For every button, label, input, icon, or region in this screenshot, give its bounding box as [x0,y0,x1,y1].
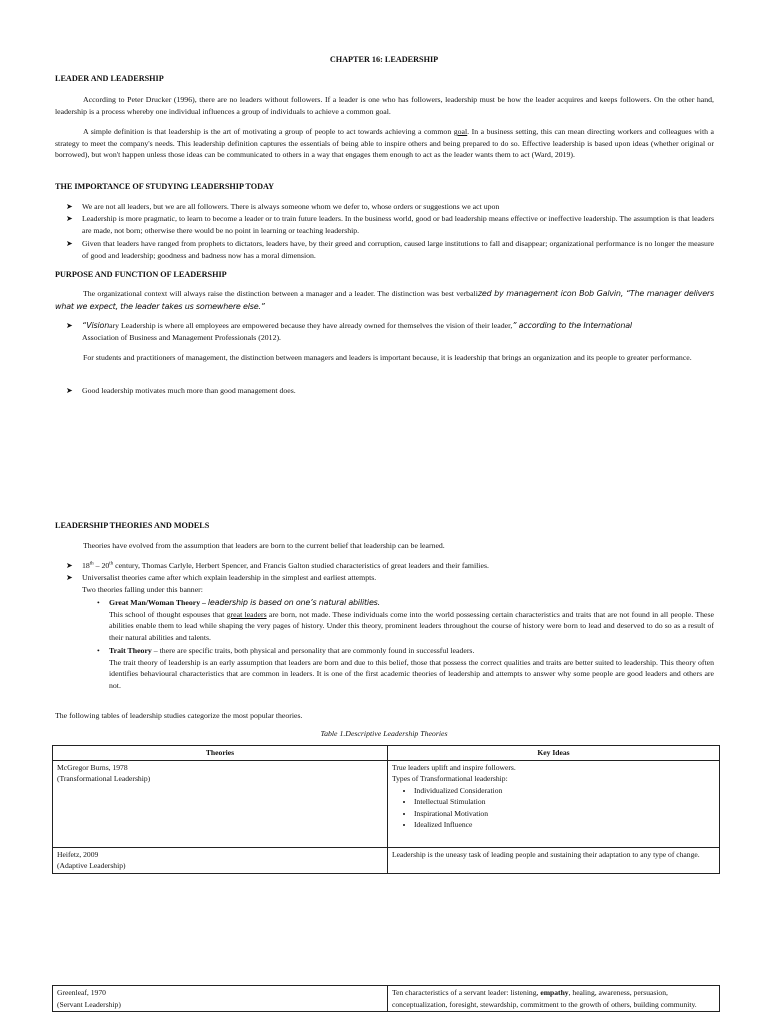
theories-table [52,745,720,874]
arrow-bullet-icon: ➤ [66,202,73,211]
table-row [53,847,720,873]
list-item: ➤ 18th – 20th century, Thomas Carlyle, Herbert Spencer, and Francis Galton studied characteristics of great leaders and their families. [66,561,489,570]
table-row [53,986,720,1012]
transformational-types-list: • Individualized Consideration • Intellectual Stimulation • Inspirational Motivation • Idealized Influence [392,785,715,831]
table-caption: Table 1.Descriptive Leadership Theories [320,729,448,738]
paragraph-managers-leaders: For students and practitioners of management, the distinction between managers and leaders is important because, it is leadership that brings an organization and its people to greater performance. [83,353,692,362]
arrow-bullet-icon: ➤ [66,214,73,223]
bullet-dot-icon: • [97,646,100,655]
table-header-row [53,746,720,761]
key-idea-cell: Ten characteristics of a servant leader: listening, empathy, healing, awareness, persuasion, conceptualization, foresight, stewardship, commitment to the growth of others, building community. [388,986,720,1012]
bullet-dot-icon: • [97,598,100,607]
section-heading-purpose: PURPOSE AND FUNCTION OF LEADERSHIP [55,270,227,279]
arrow-bullet-icon: ➤ [66,239,73,248]
goal-link[interactable]: goal [453,127,468,136]
paragraph-manager-leader: The organizational context will always raise the distinction between a manager and a leader. The distinction was best verbalized by management icon Bob Galvin, “The manager delivers what we expect, the leader takes us somewhere else.” [55,289,714,311]
section-heading-theories: LEADERSHIP THEORIES AND MODELS [55,521,210,530]
sub-text: Two theories falling under this banner: [82,584,203,594]
list-item: ➤ Leadership is more pragmatic, to learn to become a leader or to train future leaders. In the business world, good or bad leadership means effective or ineffective leadership. The assumption is that leaders are made, not born; otherwise there would be no point in learning or teaching leadership. [66,214,714,235]
arrow-bullet-icon: ➤ [66,573,73,582]
list-item: ➤ Universalist theories came after which explain leadership in the simplest and earliest attempts. Two theories falling under this banner: [66,572,714,595]
list-item: • Great Man/Woman Theory – leadership is based on one’s natural abilities. This school of thought espouses that great leaders are born, not made. These individuals come into the world possessing certain characteristics and traits that are not found in all people. These abilities enable them to lead while shaping the very pages of history. Under this theory, prominent leaders throughout the course of history were born to lead and deserved to do so as a result of their natural abilities and talents. [97,598,714,642]
key-idea-cell: Leadership is the uneasy task of leading people and sustaining their adaptation to any type of change. [388,847,720,873]
column-header-key-ideas: Key Ideas [388,746,720,761]
arrow-bullet-icon: ➤ [66,386,73,395]
tables-intro: The following tables of leadership studies categorize the most popular theories. [55,711,303,720]
arrow-bullet-icon: ➤ [66,321,73,330]
theory-cell: Greenleaf, 1970 (Servant Leadership) [53,986,388,1012]
section-heading-leader: LEADER AND LEADERSHIP [55,74,164,83]
key-idea-cell: True leaders uplift and inspire followers. Types of Transformational leadership: • Individualized Consideration • Intellectual Stimulation • Inspirational Motivation • Idealized Influence [388,760,720,847]
paragraph-drucker: According to Peter Drucker (1996), there are no leaders without followers. If a leader is one who has followers, leadership must be how the leader acquires and keeps followers. On the other hand, leadership is a process whereby one individual influences a group of individuals to achieve a common goal. [55,95,714,116]
list-item: ➤ Given that leaders have ranged from prophets to dictators, leaders have, by their greed and corruption, caused large institutions to fall and disappear; organizational performance is no longer the measure of good and leadership; goodness and badness now has a moral dimension. [66,239,714,260]
list-item: • Trait Theory – there are specific traits, both physical and personality that are commonly found in successful leaders. The trait theory of leadership is an early assumption that leaders are born and due to this belief, those that possess the correct qualities and traits are better suited to leadership. This theory often identifies behavioural characteristics that are common in leaders. It is one of the first academic theories of leadership and attempts to answer why some people are good leaders and others are not. [97,646,714,690]
paragraph-theories-evolved: Theories have evolved from the assumption that leaders are born to the current belief that leadership can be learned. [83,541,445,550]
theory-cell: McGregor Burns, 1978 (Transformational Leadership) [53,760,388,847]
column-header-theories: Theories [53,746,388,761]
paragraph-definition: A simple definition is that leadership is the art of motivating a group of people to act towards achieving a common goal. In a business setting, this can mean directing workers and colleagues with a strategy to meet the company's needs. This leadership definition captures the essentials of being able to inspire others and being prepared to do so. Effective leadership is based upon ideas (whether original or borrowed), but won't happen unless those ideas can be communicated to others in a way that engages them enough to act as the leader wants them to act (Ward, 2019). [55,127,714,159]
list-item: ➤ “Visionary Leadership is where all employees are empowered because they have already owned for themselves the vision of their leader,” according to the International Association of Business and Management Professionals (2012). [66,321,632,342]
theory-cell: Heifetz, 2009 (Adaptive Leadership) [53,847,388,873]
section-heading-importance: THE IMPORTANCE OF STUDYING LEADERSHIP TODAY [55,182,275,191]
table-row [53,760,720,847]
theories-table-continued [52,985,720,1012]
list-item: ➤ We are not all leaders, but we are all followers. There is always someone whom we defer to, whose orders or suggestions we act upon [66,202,500,211]
list-item: ➤ Good leadership motivates much more than good management does. [66,386,296,395]
arrow-bullet-icon: ➤ [66,561,73,570]
chapter-title: CHAPTER 16: LEADERSHIP [329,55,439,64]
